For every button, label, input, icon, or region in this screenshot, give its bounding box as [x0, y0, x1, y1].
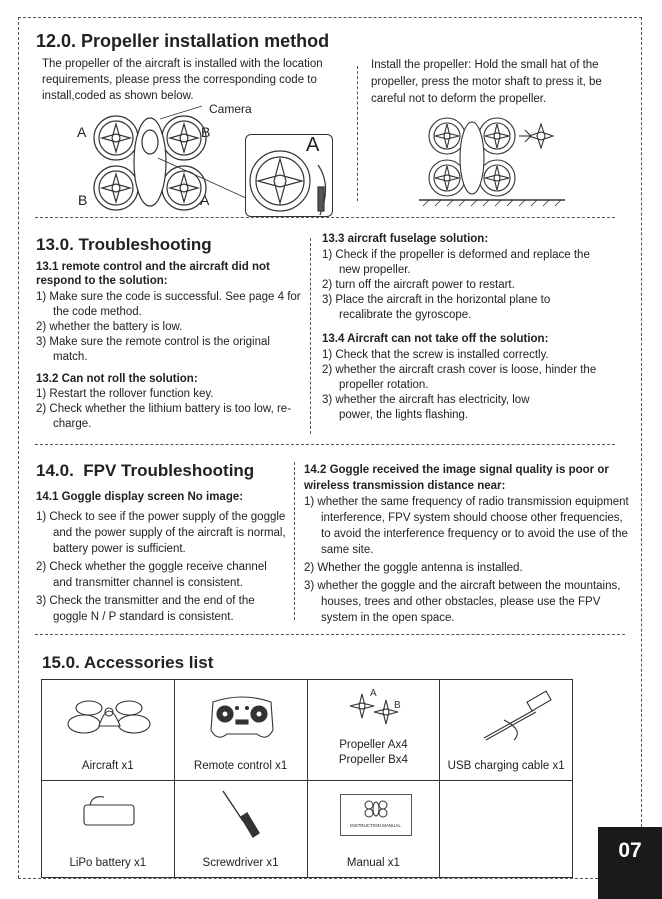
- divider-13-14: [35, 444, 615, 445]
- section-14-right-column: [304, 462, 632, 626]
- prop-label-a-bottom: A: [200, 192, 210, 208]
- col-divider-14: [294, 462, 295, 620]
- accessory-propeller-a-label: Propeller Ax4: [339, 739, 408, 751]
- aircraft-accessory-image: [64, 692, 154, 740]
- manual-cover-text: INSTRUCTION MANUAL: [350, 823, 401, 828]
- col-divider-13: [310, 238, 311, 434]
- inset-label-a: A: [306, 134, 320, 156]
- prop-label-b-top: B: [201, 124, 211, 140]
- section-12-right-text: Install the propeller: Hold the small hat of the propeller, press the motor shaft to press it, be careful not to deform the propeller.: [371, 59, 602, 105]
- frame-left-border: [18, 17, 19, 878]
- accessory-aircraft-label: Aircraft x1: [81, 760, 134, 772]
- section-14-1-title: 14.1 Goggle display screen No image:: [36, 491, 244, 503]
- divider-12-13: [35, 217, 615, 218]
- col-divider-12: [357, 66, 358, 201]
- accessory-battery-label: LiPo battery x1: [69, 857, 147, 869]
- section-13-title: 13.0. Troubleshooting: [36, 235, 212, 254]
- section-15-title: 15.0. Accessories list: [42, 653, 214, 672]
- section-13-4-item-3: 3) whether the aircraft has electricity, low power, the lights flashing.: [322, 394, 530, 421]
- section-13-2-item-2: 2) Check whether the lithium battery is too low, re-charge.: [36, 403, 292, 430]
- section-14-1-item-1: 1) Check to see if the power supply of the goggle and the power supply of the aircraft is normal, battery power is sufficient.: [36, 511, 286, 555]
- propeller-installation-illustration: [415, 110, 595, 210]
- accessory-remote-label: Remote control x1: [193, 760, 288, 772]
- frame-right-border: [641, 17, 642, 827]
- accessory-usb-cable-label: USB charging cable x1: [447, 760, 565, 772]
- section-13-3-item-3: 3) Place the aircraft in the horizontal plane to recalibrate the gyroscope.: [322, 294, 551, 321]
- section-12-left-text: The propeller of the aircraft is installed with the location requirements, please press the corresponding code to install,coded as shown below.: [42, 58, 323, 102]
- camera-label: Camera: [209, 102, 252, 116]
- accessory-cell-aircraft: [42, 680, 175, 781]
- propeller-a-detail-inset: [245, 134, 333, 217]
- accessory-screwdriver-label: Screwdriver x1: [202, 857, 279, 869]
- accessory-cell-battery: [42, 781, 175, 878]
- section-14-1-item-3: 3) Check the transmitter and the end of the goggle N / P standard is consistent.: [36, 595, 255, 623]
- lipo-battery-accessory-image: [78, 791, 142, 831]
- section-13-1-title: 13.1 remote control and the aircraft did not respond to the solution:: [36, 261, 270, 287]
- accessory-cell-screwdriver: [174, 781, 307, 878]
- section-14-title: 14.0. FPV Troubleshooting: [36, 461, 255, 480]
- page-number: 07: [598, 827, 662, 899]
- frame-bottom-border: [18, 878, 598, 879]
- section-14-1-item-2: 2) Check whether the goggle receive channel and transmitter channel is consistent.: [36, 561, 267, 589]
- accessory-cell-empty: [440, 781, 573, 878]
- accessory-cell-manual: [307, 781, 440, 878]
- accessory-manual-label: Manual x1: [346, 857, 400, 869]
- manual-accessory-image: [340, 794, 412, 836]
- section-13-4-item-2: 2) whether the aircraft crash cover is loose, hinder the propeller rotation.: [322, 364, 597, 391]
- accessory-propeller-b-label: Propeller Bx4: [338, 754, 408, 766]
- section-13-left-column: [36, 260, 306, 432]
- accessory-cell-propellers: [307, 680, 440, 781]
- divider-14-15: [35, 634, 625, 635]
- section-14-2-title: 14.2 Goggle received the image signal quality is poor or wireless transmission distance near:: [304, 464, 609, 492]
- section-13-1-item-3: 3) Make sure the remote control is the original match.: [36, 336, 270, 363]
- section-14-2-item-3: 3) whether the goggle and the aircraft between the mountains, houses, trees and other obstacles, please use the FPV system in the open space.: [304, 580, 621, 624]
- remote-control-accessory-image: [207, 690, 277, 744]
- propellers-accessory-image: [348, 686, 408, 726]
- section-14-2-item-1: 1) whether the same frequency of radio transmission equipment interference, FPV system should choose other frequencies, to avoid the interference frequency or to avoid the use of the same site.: [304, 496, 629, 556]
- accessories-table: [41, 679, 573, 878]
- section-13-3-title: 13.3 aircraft fuselage solution:: [322, 233, 489, 245]
- section-13-2-item-1: 1) Restart the rollover function key.: [36, 388, 214, 400]
- screwdriver-accessory-image: [215, 787, 265, 843]
- section-13-3-item-2: 2) turn off the aircraft power to restart.: [322, 279, 515, 291]
- section-13-4-item-1: 1) Check that the screw is installed correctly.: [322, 349, 549, 361]
- section-13-4-title: 13.4 Aircraft can not take off the solution:: [322, 333, 549, 345]
- manual-cover-drone-icon: [363, 799, 389, 819]
- frame-top-border: [18, 17, 642, 18]
- accessory-cell-usb-cable: [440, 680, 573, 781]
- section-13-2-title: 13.2 Can not roll the solution:: [36, 373, 198, 385]
- usb-cable-accessory-image: [474, 690, 554, 742]
- section-13-right-column: [322, 232, 612, 423]
- prop-label-b-bottom: B: [78, 192, 88, 208]
- section-13-3-item-1: 1) Check if the propeller is deformed and replace the new propeller.: [322, 249, 590, 276]
- accessory-cell-remote: [174, 680, 307, 781]
- propeller-image-label-a: A: [369, 688, 377, 699]
- prop-label-a-top: A: [77, 124, 87, 140]
- section-13-1-item-2: 2) whether the battery is low.: [36, 321, 183, 333]
- zoom-pointer-line: [158, 150, 248, 200]
- section-12-title: 12.0. Propeller installation method: [36, 31, 330, 51]
- section-14-2-item-2: 2) Whether the goggle antenna is installed.: [304, 562, 523, 574]
- propeller-image-label-b: B: [393, 700, 401, 711]
- section-13-1-item-1: 1) Make sure the code is successful. See page 4 for the code method.: [36, 291, 301, 318]
- section-14-left-column: [36, 490, 286, 625]
